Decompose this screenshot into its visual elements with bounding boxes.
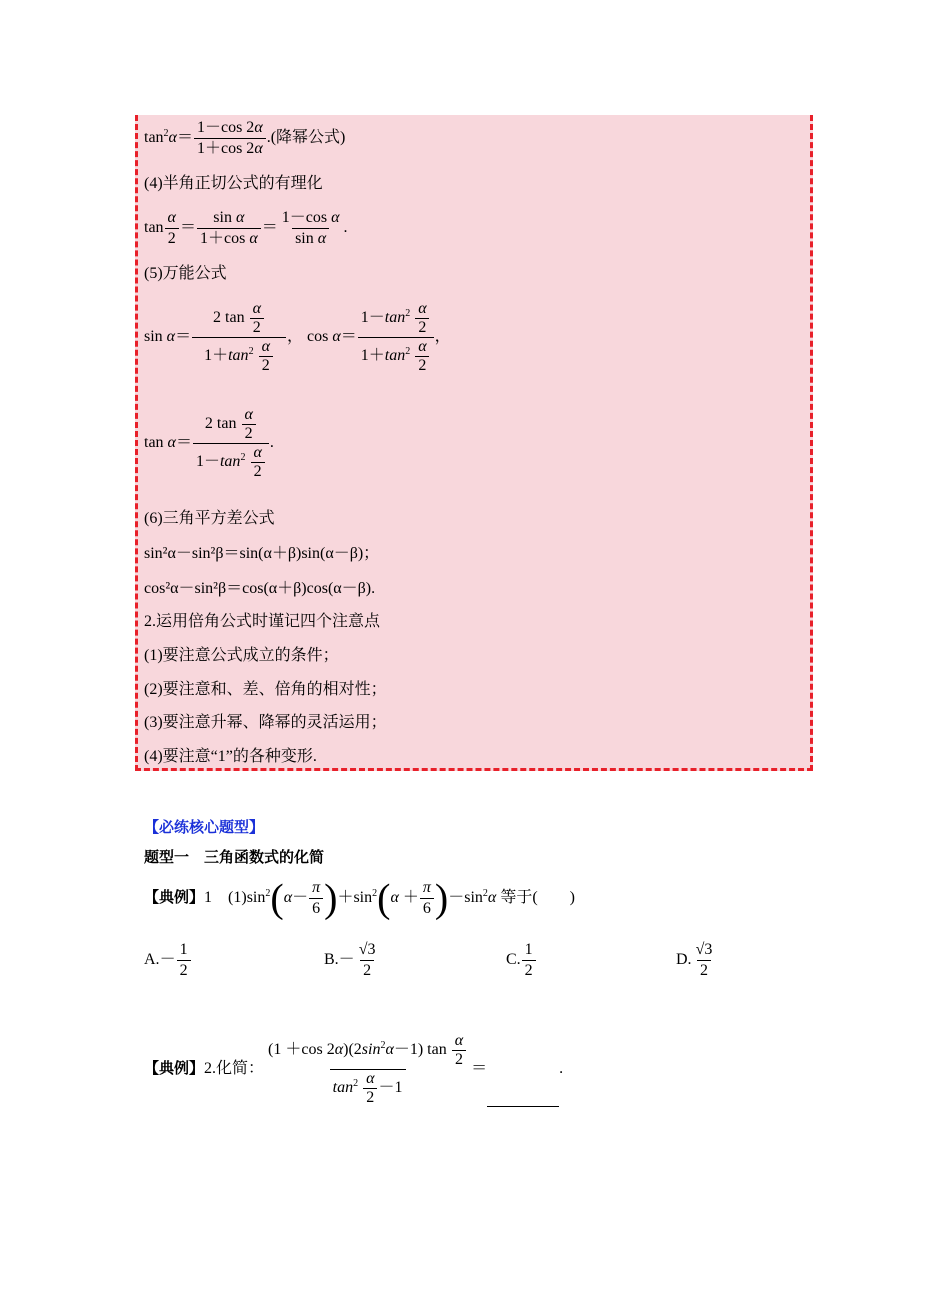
sec6-eq1: sin²α－sin²β＝sin(α＋β)sin(α－β)； [144,545,380,562]
example1-part: (1) [228,889,247,907]
type-title: 题型一 三角函数式的化简 [144,848,325,866]
note-item: (1)要注意公式成立的条件； [144,647,339,664]
sec4-title: (4)半角正切公式的有理化 [144,175,323,192]
option-a[interactable]: A.－ $\frac{1}{2}$ [144,940,192,981]
option-b[interactable]: B.－ $\frac{√3}{2}$ [324,941,376,979]
note-item: (2)要注意和、差、倍角的相对性； [144,681,387,698]
example1-question: 【典例】1 $(1)\sin^2(\alpha-$ $\frac{\pi}{6}$ )$+\sin^2(\alpha$ ＋ $\frac{\pi}{6}$ )$-\sin^2\alpha$ 等于( ) [144,875,575,921]
universal-sin-cos: sin α＝ 2 tan $\frac{\alpha}{2}$ $1+\tan^2$ $\frac{\alpha}{2}$ ， cos α＝ $1-\tan^2$ $\frac{\alpha}{2}$ $1+\tan^2$ $\frac{\alpha}{2}$ ， [144,300,451,374]
notes-title: 2.运用倍角公式时谨记四个注意点 [144,613,381,630]
note-item: (4)要注意“1”的各种变形. [144,748,317,765]
half-angle-formula: tan $\frac{\alpha}{2}$ ＝ $\frac{\text{sin α}}{\text{1＋cos α}}$ ＝ $\frac{\text{1－cos α}}{\text{sin α}}$ . [144,209,348,247]
tan-square-formula: $\tan^2\alpha=$ $\frac{1-\cos 2\alpha}{1+\cos 2\alpha}$ .(降幂公式) [144,119,346,157]
example2-text: 2.化简： [204,1060,265,1078]
universal-tan: tan α＝ 2 tan $\frac{\alpha}{2}$ $1-\tan^2$ $\frac{\alpha}{2}$ . [144,406,274,480]
sec5-title: (5)万能公式 [144,265,227,282]
example1-num: 1 [204,889,213,907]
example2-label: 【典例】 [144,1059,205,1078]
example1-label: 【典例】 [144,888,205,907]
answer-blank[interactable] [487,1088,559,1107]
tan-square-note: .(降幂公式) [266,129,346,147]
sec6-title: (6)三角平方差公式 [144,510,275,527]
example1-tail: 等于( ) [500,889,575,907]
note-item: (3)要注意升幂、降幂的灵活运用； [144,714,387,731]
section-heading: 【必练核心题型】 [144,818,265,836]
example2-question: 【典例】2.化简： (1 ＋cos $2\alpha)(2\sin^2\alpha-1)$ tan $\frac{\alpha}{2}$ $\tan^2$ $\frac{\alpha}{2}$ －1 ＝ . [144,1032,564,1106]
option-c[interactable]: C. $\frac{1}{2}$ [506,940,537,981]
option-d[interactable]: D. $\frac{√3}{2}$ [676,941,713,979]
sec6-eq2: cos²α－sin²β＝cos(α＋β)cos(α－β). [144,580,376,597]
